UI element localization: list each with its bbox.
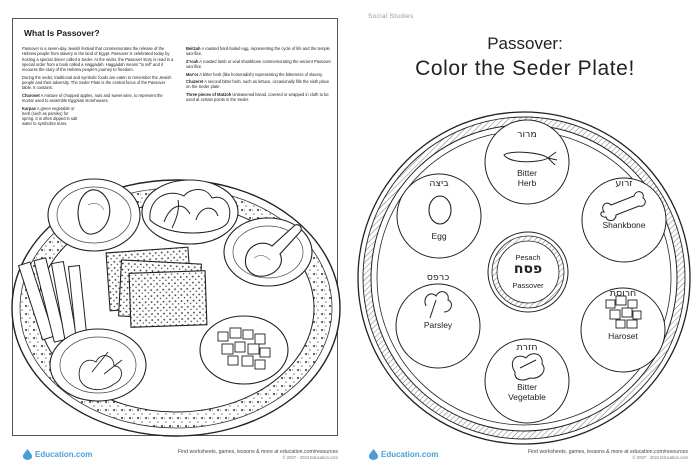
education-logo-text: Education.com (381, 450, 439, 459)
parsley-hebrew: כרפס (426, 272, 450, 283)
footer-line-1: Find worksheets, games, lessons & more at education.com/resources (177, 449, 338, 455)
right-worksheet-page (350, 0, 700, 469)
lettuce-icon (512, 354, 544, 380)
what-is-passover-title: What Is Passover? (24, 28, 100, 38)
center-passover-label: Passover (512, 281, 544, 290)
karpas-definition: A green vegetable or herb (such as parsley) for spring. It is often dipped in salt water to symbolize tears. (22, 105, 78, 127)
zeroah-definition: A roasted lamb or veal shankbone commemorating the ancient Passover sacrifice. (186, 58, 332, 70)
egg-icon (429, 196, 451, 224)
maror-definition: A bitter herb (like horseradish) representing the bitterness of slavery. (199, 71, 323, 77)
bitter-vegetable-label-2: Vegetable (508, 392, 546, 402)
haroset-label: Haroset (608, 331, 638, 341)
egg-label: Egg (431, 231, 447, 241)
education-logo-icon (368, 449, 379, 460)
haroset-hebrew: חרוסת (609, 288, 637, 299)
education-logo[interactable] (22, 449, 92, 460)
footer-line-1: Find worksheets, games, lessons & more at education.com/resources (527, 449, 688, 455)
education-logo[interactable] (368, 449, 438, 460)
shankbone-hebrew: זרוע (615, 178, 633, 189)
matzoh-term: Three pieces of Matzoh (186, 91, 232, 97)
worksheet-title-line-1: Passover: (487, 34, 563, 53)
karpas-term: Karpas (22, 105, 36, 111)
chazeret-term: Chazeret (186, 79, 204, 85)
charoset-definition: A mixture of chopped apples, nuts and sweet wine, to represent the mortar used to assemble Egyptian storehouses. (22, 92, 163, 104)
beitzah-term: Beitzah (186, 46, 201, 51)
center-hebrew-label: פסח (513, 261, 543, 277)
footer-copyright: © 2007 - 2024 Education.com (282, 455, 338, 460)
zeroah-term: Z'roah (186, 58, 199, 64)
education-logo-icon (22, 449, 33, 460)
right-footer (350, 444, 700, 466)
beitzah-definition: A roasted hard-boiled egg, representing the cycle of life and the temple sacrifice. (186, 46, 330, 57)
footer-resource-text (528, 449, 688, 461)
bitter-vegetable-label-1: Bitter (517, 382, 537, 392)
chazeret-definition: A second bitter herb, such as lettuce, occasionally fills the sixth place on the Seder plate. (186, 79, 330, 90)
center-pesach-label: Pesach (515, 253, 541, 262)
charoset-term: Charoset (22, 92, 40, 98)
intro-paragraph: Passover is a seven-day Jewish festival that commemorates the release of the Hebrew people from slavery in the land of Egypt. Passover is celebrated today by hosting a special dinner called a Seder. At the seder, the Passover story is read in a special order from a book called a Haggadah. Haggadah means "to tell" and it recounts the story of the Hebrew people's journey to freedom. (22, 46, 174, 73)
bitter-herb-label-2: Herb (517, 178, 537, 188)
left-footer (0, 444, 350, 466)
footer-resource-text (178, 449, 338, 461)
bitter-herb-hebrew: מרור (517, 129, 537, 140)
seder-plate-paragraph: During the seder, traditional and symbolic foods are eaten to remember the Jewish people and their adversity. The Seder Plate is the central focus of the Passover table. It contains: (22, 74, 172, 91)
bitter-vegetable-hebrew: חזרת (516, 342, 538, 353)
subject-label: Social Studies (368, 13, 414, 20)
maror-term: Mar'or (186, 71, 199, 77)
footer-copyright: © 2007 - 2024 Education.com (632, 455, 688, 460)
bitter-herb-label-1: Bitter (517, 168, 537, 178)
matzoh-definition: Unleavened bread, covered or wrapped in cloth to be used at certain points in the Seder. (186, 91, 329, 103)
education-logo-text: Education.com (35, 450, 93, 459)
shankbone-label: Shankbone (602, 220, 646, 230)
worksheet-title-line-2: Color the Seder Plate! (415, 57, 635, 80)
egg-hebrew: ביצה (429, 178, 449, 189)
parsley-label: Parsley (423, 320, 453, 330)
